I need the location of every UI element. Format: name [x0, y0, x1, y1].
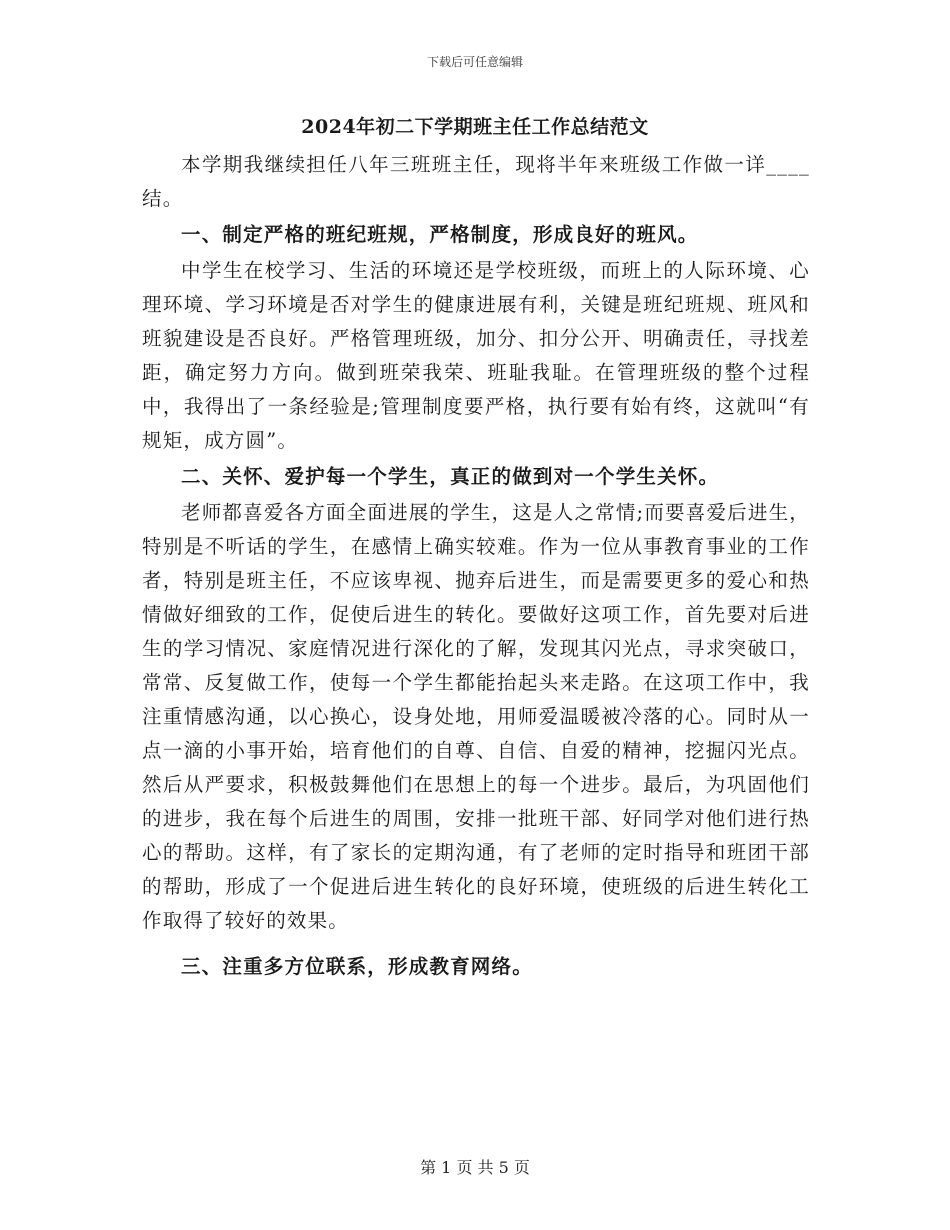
- section-heading-2: 二、关怀、爱护每一个学生，真正的做到对一个学生关怀。: [181, 465, 720, 488]
- intro-paragraph: 本学期我继续担任八年三班班主任，现将半年来班级工作做一详____结。: [142, 153, 810, 210]
- section-heading-1: 一、制定严格的班纪班规，严格制度，形成良好的班风。: [181, 223, 699, 246]
- section-heading-3: 三、注重多方位联系，形成教育网络。: [181, 955, 533, 978]
- page-indicator: 第 1 页 共 5 页: [420, 1158, 530, 1177]
- section-2-paragraph: 老师都喜爱各方面全面进展的学生，这是人之常情;而要喜爱后进生，特别是不听话的学生，在感情上确实较难。作为一位从事教育事业的工作者，特别是班主任，不应该卑视、抛弃后进生，而是需要更多的爱心和热情做好细致的工作，促使后进生的转化。要做好这项工作，首先要对后进生的学习情况、家庭情况进行深化的了解，发现其闪光点，寻求突破口，常常、反复做工作，使每一个学生都能抬起头来走路。在这项工作中，我注重情感沟通，以心换心，设身处地，用师爱温暖被冷落的心。同时从一点一滴的小事开始，培育他们的自尊、自信、自爱的精神，挖掘闪光点。然后从严要求，积极鼓舞他们在思想上的每一个进步。最后，为巩固他们的进步，我在每个后进生的周围，安排一批班干部、好同学对他们进行热心的帮助。这样，有了家长的定期沟通，有了老师的定时指导和班团干部的帮助，形成了一个促进后进生转化的良好环境，使班级的后进生转化工作取得了较好的效果。: [142, 501, 810, 932]
- header-note: 下载后可任意编辑: [426, 55, 523, 69]
- document-title: 2024年初二下学期班主任工作总结范文: [301, 116, 649, 138]
- document-body: [142, 148, 810, 986]
- section-1-paragraph: 中学生在校学习、生活的环境还是学校班级，而班上的人际环境、心理环境、学习环境是否对学生的健康进展有利，关键是班纪班规、班风和班貌建设是否良好。严格管理班级，加分、扣分公开、明确责任，寻找差距，确定努力方向。做到班荣我荣、班耻我耻。在管理班级的整个过程中，我得出了一条经验是;管理制度要严格，执行要有始有终，这就叫“有规矩，成方圆”。: [142, 259, 810, 452]
